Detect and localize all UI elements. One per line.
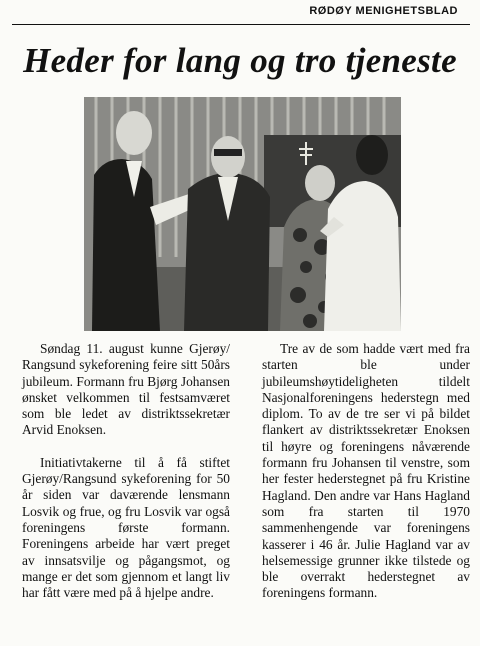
paragraph: Initiativtakerne til å få stiftet Gjerøy/Rangsund sykeforening for 50 år siden var daværende lensmann Losvik og frue, og fru Losvik var også foreningens første formann. Foreningens arbeide har vært preget av innsatsvilje og pågangsmot, og mange er det som gjennom et langt liv har fått være med på å hjelpe andre. xyxy=(22,454,230,601)
paragraph: Søndag 11. august kunne Gjerøy/ Rangsund sykeforening feire sitt 50års jubileum. Formann fru Bjørg Johansen ønsket velkommen til festsamværet som ble ledet av distriktssekretær Arvid Enoksen. xyxy=(22,341,230,438)
article-photo xyxy=(84,97,401,331)
ceremony-photo xyxy=(84,97,401,331)
publication-title: RØDØY MENIGHETSBLAD xyxy=(309,5,458,17)
paragraph: Tre av de som hadde vært med fra starten ble under jubileumshøytideligheten tildelt Nasjonalforeningens hederstegn med diplom. To av de tre ser vi på bildet flankert av distriktssekretær Enoksen til høyre og foreningens nåværende formann fru Johansen til venstre, som her fester hederstegnet på fru Kristine Hagland. Den andre var Hans Hagland som fra starten til 1970 sammenhengende var foreningens kasserer i 46 år. Julie Hagland var av helsemessige grunner ikke tilstede og ble overrakt hederstegnet av foreningens formann. xyxy=(262,341,470,601)
masthead xyxy=(12,0,470,25)
article-column-left xyxy=(22,341,230,601)
article-headline: Heder for lang og tro tjeneste xyxy=(23,41,457,80)
article-column-right xyxy=(262,341,470,602)
